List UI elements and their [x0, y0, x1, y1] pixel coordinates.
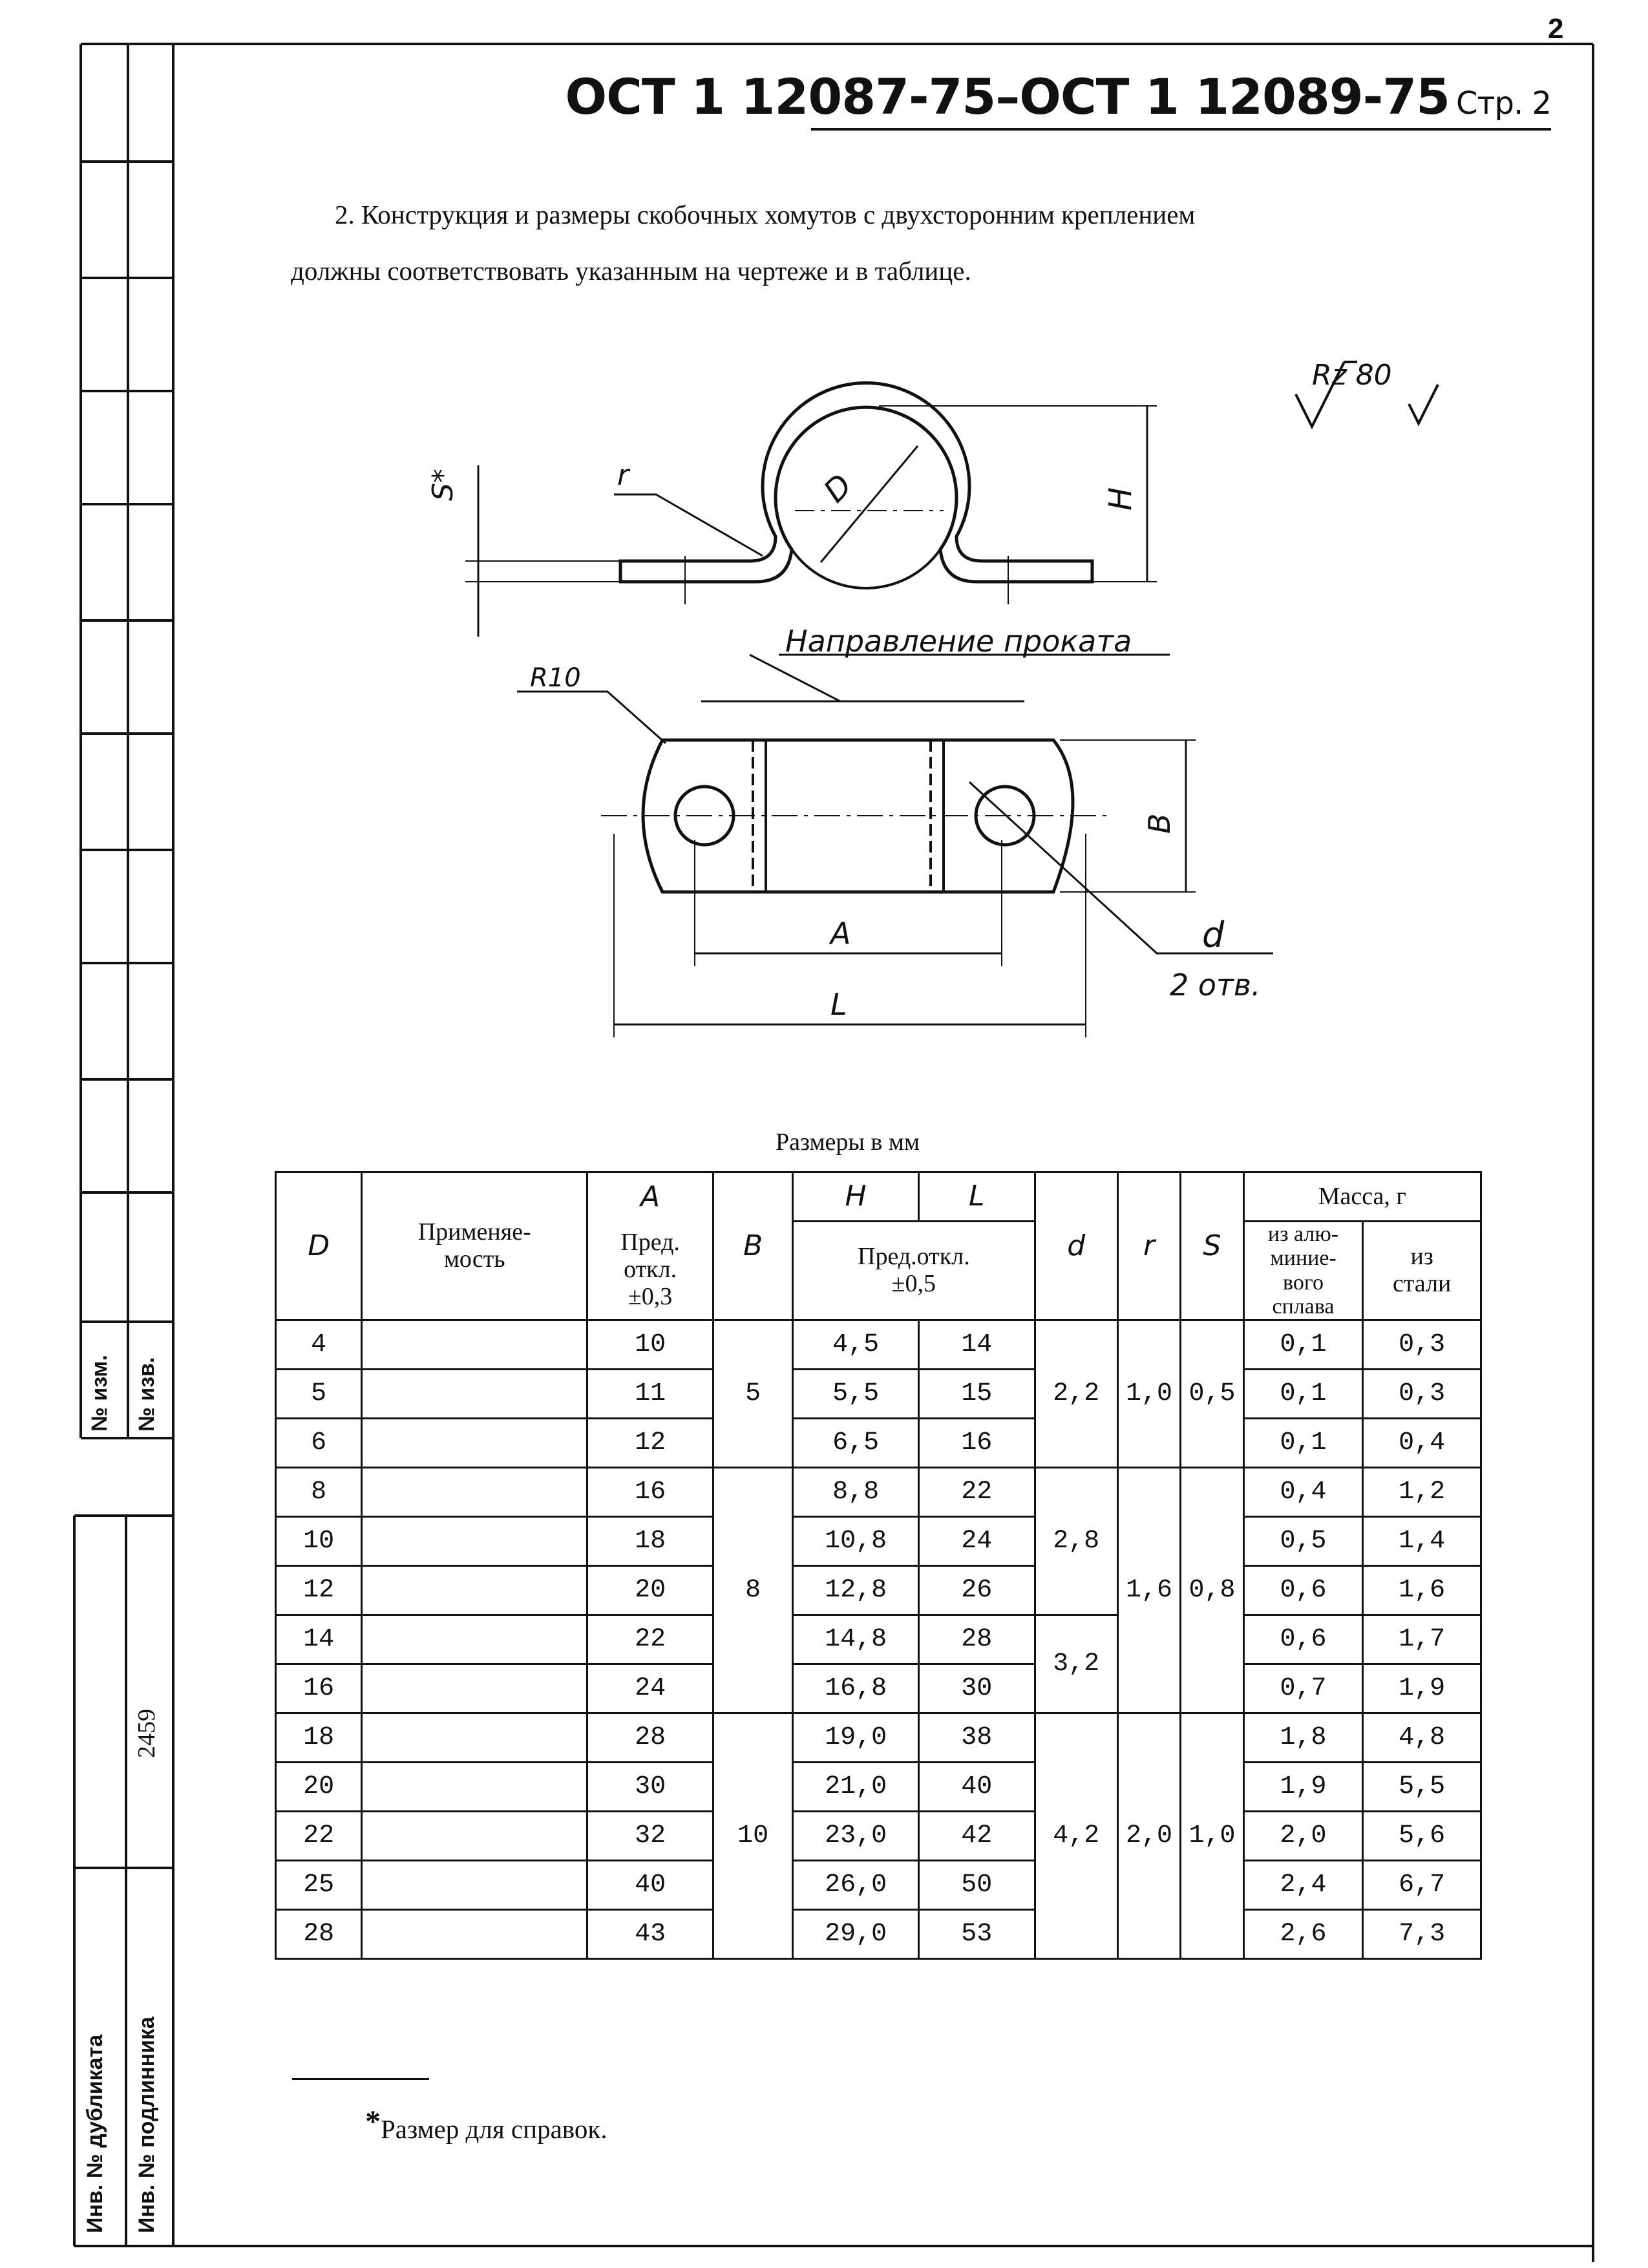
table-row [276, 1418, 1481, 1467]
col-header-B: B [713, 1172, 793, 1320]
table-row [276, 1516, 1481, 1565]
table-row [276, 1615, 1481, 1664]
label-rolling-direction: Направление проката [785, 624, 1132, 659]
table-row [276, 1565, 1481, 1615]
cell-applicability [362, 1664, 587, 1713]
cell-D: 5 [276, 1369, 362, 1418]
page-number: 2 [1548, 13, 1564, 45]
cell-d: 2,2 [1035, 1320, 1117, 1467]
cell-D: 18 [276, 1713, 362, 1762]
footnote-rule [292, 2078, 429, 2080]
table-row [276, 1369, 1481, 1418]
cell-mass-al: 0,4 [1243, 1467, 1363, 1516]
paragraph-line-2: должны соответствовать указанным на чертеже и в таблице. [291, 256, 971, 286]
cell-H: 19,0 [793, 1713, 919, 1762]
cell-A: 10 [587, 1320, 713, 1369]
cell-S: 1,0 [1181, 1713, 1243, 1958]
table-row [276, 1467, 1481, 1516]
cell-H: 23,0 [793, 1811, 919, 1860]
cell-L: 14 [919, 1320, 1035, 1369]
stamp-no-izv: № изв. [134, 1357, 159, 1432]
side-stamp-grid [74, 44, 173, 2246]
cell-mass-steel: 1,7 [1363, 1615, 1481, 1664]
col-header-mass-steel: из стали [1363, 1222, 1481, 1320]
cell-D: 16 [276, 1664, 362, 1713]
table-row [276, 1320, 1481, 1369]
doc-title-text: ОСТ 1 12087-75–ОСТ 1 12089-75 [565, 68, 1450, 125]
cell-mass-al: 2,0 [1243, 1811, 1363, 1860]
col-header-mass-al: из алю- миние- вого сплава [1243, 1222, 1363, 1320]
col-header-D: D [276, 1172, 362, 1320]
cell-applicability [362, 1516, 587, 1565]
footnote-star: * [365, 2104, 381, 2139]
cell-A: 24 [587, 1664, 713, 1713]
cell-H: 10,8 [793, 1516, 919, 1565]
table-row [276, 1713, 1481, 1762]
cell-A: 20 [587, 1565, 713, 1615]
cell-L: 38 [919, 1713, 1035, 1762]
cell-mass-steel: 7,3 [1363, 1909, 1481, 1958]
cell-mass-steel: 1,6 [1363, 1565, 1481, 1615]
cell-D: 22 [276, 1811, 362, 1860]
stamp-inv-podl: Инв. № подлинника [134, 2017, 159, 2233]
cell-L: 42 [919, 1811, 1035, 1860]
col-header-L: L [919, 1172, 1035, 1222]
cell-applicability [362, 1467, 587, 1516]
cell-A: 32 [587, 1811, 713, 1860]
cell-D: 14 [276, 1615, 362, 1664]
col-header-HL-tol: Пред.откл. ±0,5 [793, 1222, 1035, 1320]
label-a: A [830, 916, 851, 951]
cell-H: 12,8 [793, 1565, 919, 1615]
cell-mass-al: 0,1 [1243, 1320, 1363, 1369]
cell-mass-steel: 0,3 [1363, 1369, 1481, 1418]
cell-mass-al: 0,1 [1243, 1418, 1363, 1467]
cell-r: 1,6 [1117, 1467, 1180, 1713]
cell-L: 15 [919, 1369, 1035, 1418]
footnote [365, 2104, 607, 2145]
label-r10: R10 [530, 663, 581, 693]
cell-applicability [362, 1811, 587, 1860]
cell-B: 5 [713, 1320, 793, 1467]
cell-D: 12 [276, 1565, 362, 1615]
cell-applicability [362, 1565, 587, 1615]
label-l: L [830, 987, 847, 1022]
label-s: S* [427, 469, 460, 501]
cell-mass-al: 1,9 [1243, 1762, 1363, 1811]
title-underline [811, 128, 1551, 131]
cell-mass-al: 0,6 [1243, 1565, 1363, 1615]
cell-applicability [362, 1418, 587, 1467]
cell-D: 10 [276, 1516, 362, 1565]
roughness-value: Rz 80 [1312, 359, 1392, 392]
footnote-text: Размер для справок. [381, 2114, 607, 2144]
cell-mass-steel: 5,6 [1363, 1811, 1481, 1860]
cell-mass-al: 0,1 [1243, 1369, 1363, 1418]
cell-S: 0,5 [1181, 1320, 1243, 1467]
cell-A: 30 [587, 1762, 713, 1811]
cell-mass-steel: 5,5 [1363, 1762, 1481, 1811]
cell-mass-al: 0,5 [1243, 1516, 1363, 1565]
cell-d: 3,2 [1035, 1615, 1117, 1713]
cell-L: 16 [919, 1418, 1035, 1467]
label-b: B [1142, 813, 1177, 834]
label-h: H [1103, 487, 1139, 511]
cell-L: 40 [919, 1762, 1035, 1811]
table-row [276, 1860, 1481, 1909]
label-holes-count: 2 отв. [1170, 968, 1261, 1002]
cell-mass-steel: 1,4 [1363, 1516, 1481, 1565]
cell-mass-steel: 6,7 [1363, 1860, 1481, 1909]
cell-applicability [362, 1762, 587, 1811]
table-body [276, 1320, 1481, 1958]
cell-A: 12 [587, 1418, 713, 1467]
label-hole-d: d [1202, 915, 1225, 955]
cell-L: 28 [919, 1615, 1035, 1664]
cell-mass-al: 2,6 [1243, 1909, 1363, 1958]
table-caption: Размеры в мм [776, 1129, 920, 1156]
cell-A: 18 [587, 1516, 713, 1565]
cell-D: 8 [276, 1467, 362, 1516]
cell-applicability [362, 1320, 587, 1369]
col-header-A: A [587, 1172, 713, 1222]
cell-mass-steel: 4,8 [1363, 1713, 1481, 1762]
col-header-d: d [1035, 1172, 1117, 1320]
cell-mass-steel: 1,9 [1363, 1664, 1481, 1713]
cell-H: 21,0 [793, 1762, 919, 1811]
col-header-S: S [1181, 1172, 1243, 1320]
cell-S: 0,8 [1181, 1467, 1243, 1713]
cell-H: 29,0 [793, 1909, 919, 1958]
col-header-H: H [793, 1172, 919, 1222]
cell-applicability [362, 1713, 587, 1762]
table-row [276, 1811, 1481, 1860]
cell-D: 28 [276, 1909, 362, 1958]
cell-A: 28 [587, 1713, 713, 1762]
cell-L: 24 [919, 1516, 1035, 1565]
cell-H: 16,8 [793, 1664, 919, 1713]
cell-r: 2,0 [1117, 1713, 1180, 1958]
dimensions-table [275, 1171, 1482, 1960]
doc-title [565, 68, 1551, 125]
rolling-direction-arrow [701, 655, 1170, 701]
cell-applicability [362, 1615, 587, 1664]
cell-mass-steel: 1,2 [1363, 1467, 1481, 1516]
cell-H: 14,8 [793, 1615, 919, 1664]
page-label: Стр. 2 [1456, 85, 1551, 122]
cell-D: 20 [276, 1762, 362, 1811]
cell-H: 6,5 [793, 1418, 919, 1467]
table-row [276, 1762, 1481, 1811]
cell-d: 2,8 [1035, 1467, 1117, 1615]
cell-L: 53 [919, 1909, 1035, 1958]
cell-mass-al: 1,8 [1243, 1713, 1363, 1762]
cell-A: 22 [587, 1615, 713, 1664]
cell-H: 4,5 [793, 1320, 919, 1369]
cell-d: 4,2 [1035, 1713, 1117, 1958]
stamp-number: 2459 [133, 1709, 160, 1758]
cell-mass-steel: 0,3 [1363, 1320, 1481, 1369]
cell-A: 40 [587, 1860, 713, 1909]
cell-applicability [362, 1909, 587, 1958]
label-r: r [617, 459, 629, 492]
cell-A: 11 [587, 1369, 713, 1418]
cell-mass-al: 0,6 [1243, 1615, 1363, 1664]
clamp-side-view [465, 383, 1157, 637]
cell-r: 1,0 [1117, 1320, 1180, 1467]
col-header-applicability: Применяе- мость [362, 1172, 587, 1320]
cell-H: 26,0 [793, 1860, 919, 1909]
cell-applicability [362, 1369, 587, 1418]
stamp-no-izm: № изм. [87, 1355, 112, 1432]
cell-L: 50 [919, 1860, 1035, 1909]
paragraph-line-1: 2. Конструкция и размеры скобочных хомутов с двухсторонним креплением [335, 200, 1196, 229]
table-row [276, 1664, 1481, 1713]
cell-A: 16 [587, 1467, 713, 1516]
cell-B: 10 [713, 1713, 793, 1958]
cell-mass-al: 0,7 [1243, 1664, 1363, 1713]
cell-H: 5,5 [793, 1369, 919, 1418]
label-d-inner: D [816, 467, 860, 510]
cell-L: 26 [919, 1565, 1035, 1615]
col-header-A-tol: Пред. откл. ±0,3 [587, 1222, 713, 1320]
cell-L: 22 [919, 1467, 1035, 1516]
cell-A: 43 [587, 1909, 713, 1958]
cell-B: 8 [713, 1467, 793, 1713]
cell-D: 6 [276, 1418, 362, 1467]
cell-H: 8,8 [793, 1467, 919, 1516]
col-header-r: r [1117, 1172, 1180, 1320]
table-row [276, 1909, 1481, 1958]
clamp-plan-view [517, 692, 1273, 1037]
stamp-inv-dubl: Инв. № дубликата [83, 2034, 107, 2233]
col-header-mass: Масса, г [1243, 1172, 1481, 1222]
cell-D: 25 [276, 1860, 362, 1909]
cell-mass-al: 2,4 [1243, 1860, 1363, 1909]
cell-D: 4 [276, 1320, 362, 1369]
cell-applicability [362, 1860, 587, 1909]
cell-L: 30 [919, 1664, 1035, 1713]
cell-mass-steel: 0,4 [1363, 1418, 1481, 1467]
